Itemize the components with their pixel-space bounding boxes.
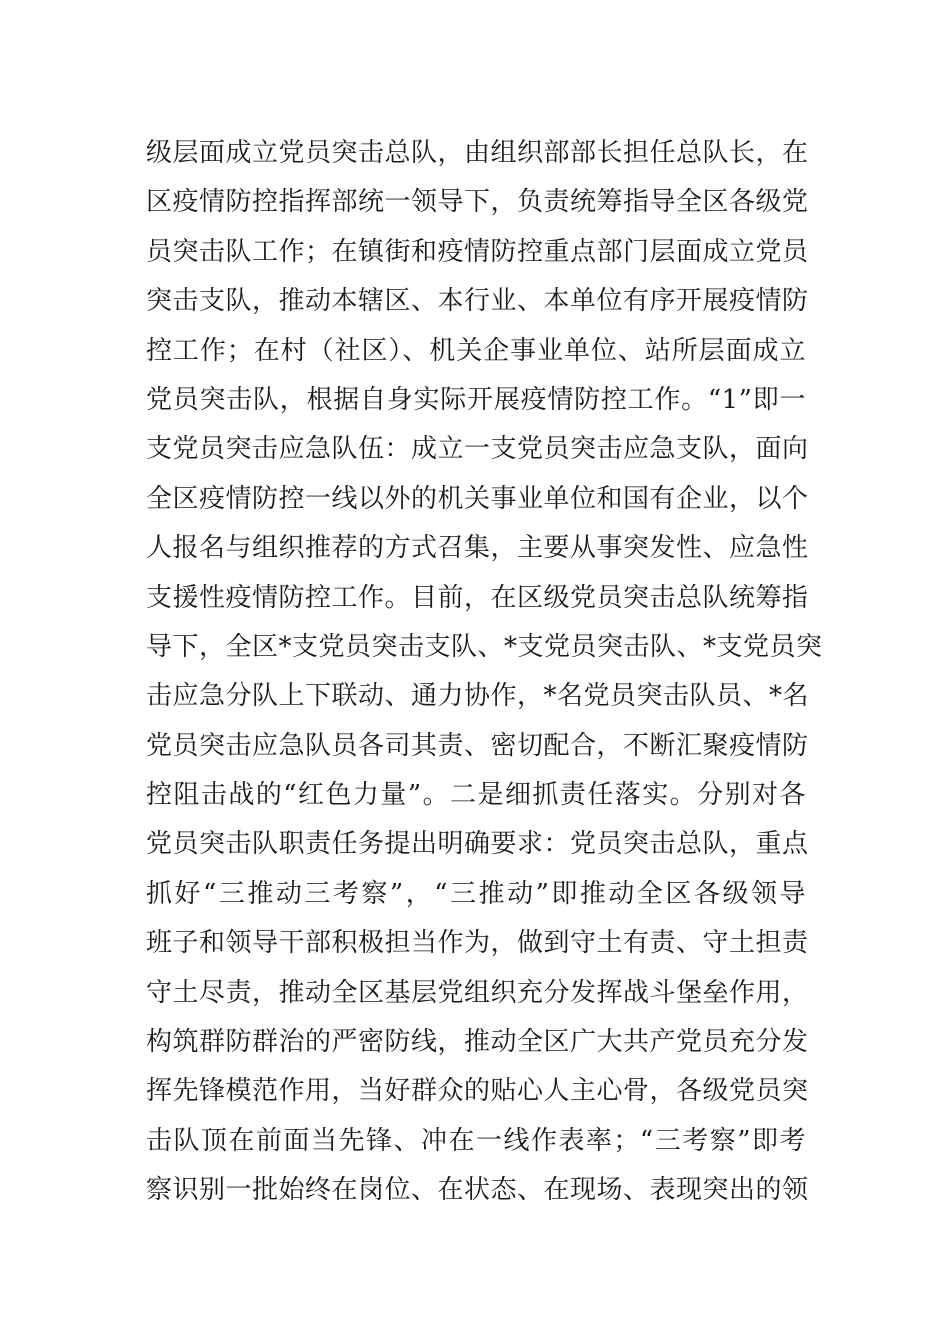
text-line: 控阻击战的“红色力量”。二是细抓责任落实。分别对各 <box>146 780 806 811</box>
text-line: 抓好“三推动三考察”，“三推动”即推动全区各级领导 <box>146 878 806 909</box>
text-line: 察识别一批始终在岗位、在状态、在现场、表现突出的领 <box>146 1175 809 1206</box>
text-line: 击应急分队上下联动、通力协作，*名党员突击队员、*名 <box>146 681 810 712</box>
text-line: 人报名与组织推荐的方式召集，主要从事突发性、应急性 <box>146 533 809 564</box>
text-line: 控工作；在村（社区）、机关企事业单位、站所层面成立 <box>146 335 806 366</box>
text-line: 守土尽责，推动全区基层党组织充分发挥战斗堡垒作用， <box>146 977 809 1008</box>
text-line: 班子和领导干部积极担当作为，做到守土有责、守土担责 <box>146 928 809 959</box>
text-line: 挥先锋模范作用，当好群众的贴心人主心骨，各级党员突 <box>146 1076 809 1107</box>
text-line: 全区疫情防控一线以外的机关事业单位和国有企业，以个 <box>146 483 809 514</box>
text-line: 击队顶在前面当先锋、冲在一线作表率；“三考察”即考 <box>146 1125 806 1156</box>
text-line: 支党员突击应急队伍：成立一支党员突击应急支队，面向 <box>146 434 809 465</box>
text-line: 党员突击队职责任务提出明确要求：党员突击总队，重点 <box>146 829 809 860</box>
text-line: 级层面成立党员突击总队，由组织部部长担任总队长，在 <box>146 138 809 168</box>
text-line: 党员突击队，根据自身实际开展疫情防控工作。“1”即一 <box>146 384 806 415</box>
text-line: 支援性疫情防控工作。目前，在区级党员突击总队统筹指 <box>146 582 809 613</box>
body-text <box>146 129 823 1216</box>
text-line: 导下，全区*支党员突击支队、*支党员突击队、*支党员突 <box>146 631 823 662</box>
text-line: 突击支队，推动本辖区、本行业、本单位有序开展疫情防 <box>146 286 809 317</box>
text-line: 党员突击应急队员各司其责、密切配合，不断汇聚疫情防 <box>146 730 809 761</box>
text-line: 构筑群防群治的严密防线，推动全区广大共产党员充分发 <box>146 1027 809 1058</box>
text-line: 区疫情防控指挥部统一领导下，负责统筹指导全区各级党 <box>146 187 809 218</box>
text-line: 员突击队工作；在镇街和疫情防控重点部门层面成立党员 <box>146 236 809 267</box>
